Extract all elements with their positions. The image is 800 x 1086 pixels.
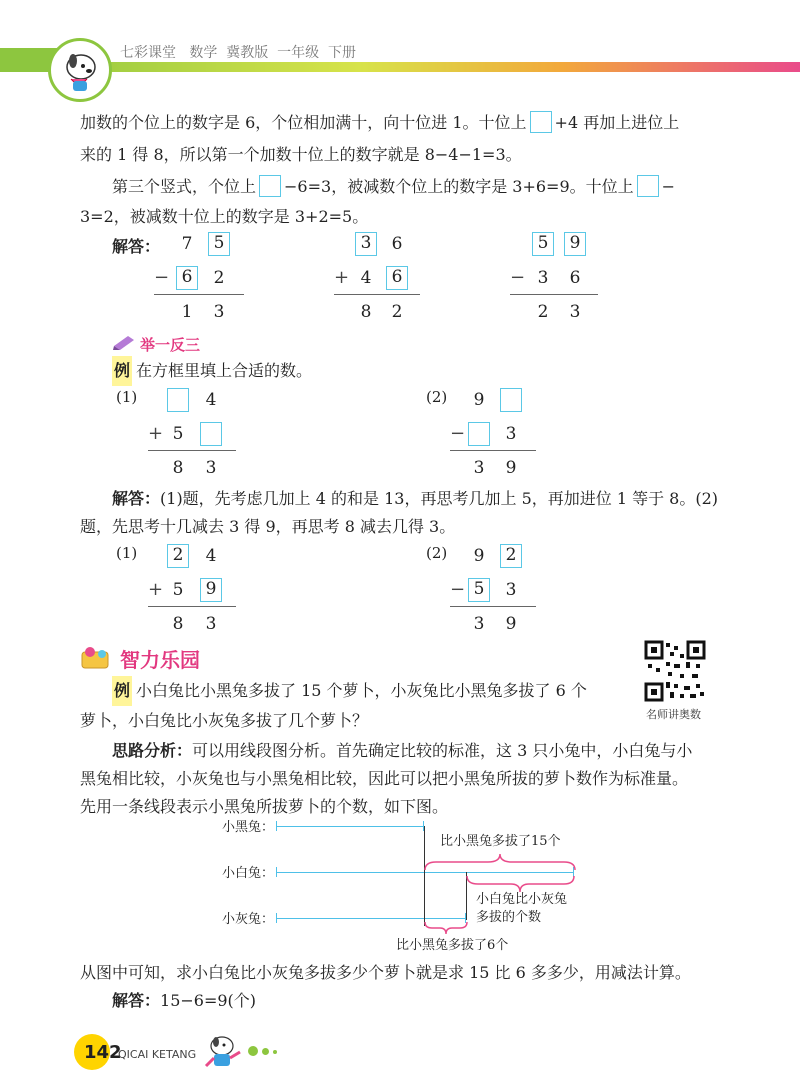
problem-2-label: (2) [426, 388, 448, 406]
fun-title: 智力乐园 [120, 648, 200, 672]
digit: 9 [473, 390, 485, 410]
digit-box: 5 [532, 232, 554, 256]
intro-line-3c: − [661, 177, 676, 196]
digit-box: 5 [208, 232, 230, 256]
blank-box [259, 175, 281, 197]
digit: 8 [172, 458, 184, 478]
qr-code-icon [644, 640, 706, 702]
digit: 1 [181, 302, 193, 322]
intro-line-3 [112, 172, 675, 202]
header-title: 七彩课堂 数学 冀教版 一年级 下册 [120, 45, 357, 61]
intro-line-4: 3=2，被减数十位上的数字是 3+2=5。 [80, 207, 369, 226]
footer-dot [273, 1050, 277, 1054]
digit-box: 9 [564, 232, 586, 256]
example-tag: 例 [112, 356, 132, 386]
segment-black [276, 826, 424, 827]
example-text: 在方框里填上合适的数。 [136, 361, 313, 380]
analysis-line-2: 黑兔相比较，小灰兔也与小黑兔相比较，因此可以把小黑兔所拔的萝卜数作为标准量。 [80, 769, 689, 788]
blank-digit-box [500, 388, 522, 412]
label-white-rabbit: 小白兔： [222, 866, 275, 881]
sum-line [450, 606, 536, 607]
plus-operator: + [148, 579, 164, 600]
intro-line-3b: −6=3，被减数个位上的数字是 3+6=9。十位上 [284, 177, 634, 196]
analysis-line-1 [112, 736, 692, 766]
tick [276, 867, 277, 877]
digit: 9 [473, 546, 485, 566]
digit: 6 [391, 234, 403, 254]
digit-box: 6 [386, 266, 408, 290]
digit: 8 [360, 302, 372, 322]
label-gray-rabbit: 小灰兔： [222, 912, 275, 927]
minus-operator: − [450, 423, 466, 444]
intro-line-1a: 加数的个位上的数字是 6，个位相加满十，向十位进 1。十位上 [80, 113, 527, 132]
mascot-circle [48, 38, 112, 102]
solution-label: 解答： [112, 489, 161, 508]
sum-line [154, 294, 244, 295]
fun-example-text-1: 小白兔比小黑兔多拔了 15 个萝卜，小灰兔比小黑兔多拔了 6 个 [136, 681, 587, 700]
solution-text-1: (1)题，先考虑几加上 4 的和是 13，再思考几加上 5，再加进位 1 等于 8。(2) [160, 489, 719, 508]
conclusion: 从图中可知，求小白兔比小灰兔多拔多少个萝卜就是求 15 比 6 多多少，用减法计算。 [80, 963, 691, 982]
digit: 3 [213, 302, 225, 322]
sum-line [148, 606, 236, 607]
digit: 2 [391, 302, 403, 322]
solved-2-label: (2) [426, 544, 448, 562]
sum-line [334, 294, 420, 295]
plus-operator: + [334, 267, 350, 288]
sum-line [450, 450, 536, 451]
page-number: 142 [84, 1042, 122, 1063]
label-more-6: 比小黑兔多拔了6个 [396, 938, 509, 953]
footer-dot [262, 1048, 269, 1055]
digit: 5 [172, 580, 184, 600]
blank-digit-box [468, 422, 490, 446]
final-answer-label: 解答： [112, 991, 161, 1010]
digit: 3 [205, 614, 217, 634]
qr-caption: 名师讲奥数 [646, 708, 701, 721]
blank-box [637, 175, 659, 197]
dashed-guide [424, 826, 425, 926]
digit: 5 [172, 424, 184, 444]
solution-line-2: 题，先思考十几减去 3 得 9，再思考 8 减去几得 3。 [80, 517, 456, 536]
digit: 9 [505, 458, 517, 478]
analysis-text-1: 可以用线段图分析。首先确定比较的标准，这 3 只小兔中，小白兔与小 [192, 741, 693, 760]
digit: 3 [505, 580, 517, 600]
solved-1-label: (1) [116, 544, 138, 562]
blank-digit-box [200, 422, 222, 446]
header-bar [0, 62, 800, 72]
segment-white [276, 872, 574, 873]
footer-dot [248, 1046, 258, 1056]
sum-line [510, 294, 598, 295]
minus-operator: − [510, 267, 526, 288]
digit: 7 [181, 234, 193, 254]
segment-gray [276, 918, 466, 919]
intro-line-1b: +4 再加上进位上 [554, 113, 680, 132]
digit: 4 [360, 268, 372, 288]
tick [276, 913, 277, 923]
label-diff-1: 小白兔比小灰兔 [476, 892, 568, 907]
intro-line-1 [80, 108, 679, 138]
digit: 3 [537, 268, 549, 288]
footer-brand: QICAI KETANG [118, 1048, 197, 1061]
blank-box [530, 111, 552, 133]
digit: 4 [205, 546, 217, 566]
dog-mascot-icon [51, 41, 109, 99]
digit: 6 [569, 268, 581, 288]
practice-example [112, 356, 312, 386]
puzzle-icon [80, 644, 114, 676]
analysis-line-3: 先用一条线段表示小黑兔所拔萝卜的个数，如下图。 [80, 797, 449, 816]
final-answer-value: 15−6=9(个) [160, 991, 257, 1010]
fun-example-line-1 [112, 676, 587, 706]
label-more-15: 比小黑兔多拔了15个 [440, 834, 561, 849]
label-black-rabbit: 小黑兔： [222, 820, 275, 835]
digit: 3 [505, 424, 517, 444]
digit-box: 2 [167, 544, 189, 568]
intro-line-2: 来的 1 得 8，所以第一个加数十位上的数字就是 8−4−1=3。 [80, 145, 522, 164]
analysis-label: 思路分析： [112, 741, 193, 760]
blank-digit-box [167, 388, 189, 412]
minus-operator: − [450, 579, 466, 600]
tick [276, 821, 277, 831]
footer-mascot-icon [200, 1030, 246, 1078]
digit: 3 [569, 302, 581, 322]
digit: 4 [205, 390, 217, 410]
answer-label: 解答： [112, 237, 161, 256]
sum-line [148, 450, 236, 451]
digit-box: 6 [176, 266, 198, 290]
problem-1-label: (1) [116, 388, 138, 406]
practice-title: 举一反三 [140, 336, 201, 354]
digit: 3 [205, 458, 217, 478]
digit: 2 [537, 302, 549, 322]
digit: 8 [172, 614, 184, 634]
intro-line-3a: 第三个竖式，个位上 [112, 177, 257, 196]
digit-box: 5 [468, 578, 490, 602]
digit: 9 [505, 614, 517, 634]
fun-example-line-2: 萝卜，小白兔比小灰兔多拔了几个萝卜？ [80, 711, 369, 730]
plus-operator: + [148, 423, 164, 444]
final-answer [112, 986, 256, 1016]
example-tag: 例 [112, 676, 132, 706]
digit-box: 2 [500, 544, 522, 568]
label-diff-2: 多拔的个数 [476, 910, 542, 925]
digit-box: 3 [355, 232, 377, 256]
digit: 2 [213, 268, 225, 288]
digit: 3 [473, 458, 485, 478]
minus-operator: − [154, 267, 170, 288]
pencil-icon [112, 334, 136, 354]
brace-15 [424, 852, 576, 872]
digit: 3 [473, 614, 485, 634]
digit-box: 9 [200, 578, 222, 602]
solution-line-1 [112, 484, 718, 514]
